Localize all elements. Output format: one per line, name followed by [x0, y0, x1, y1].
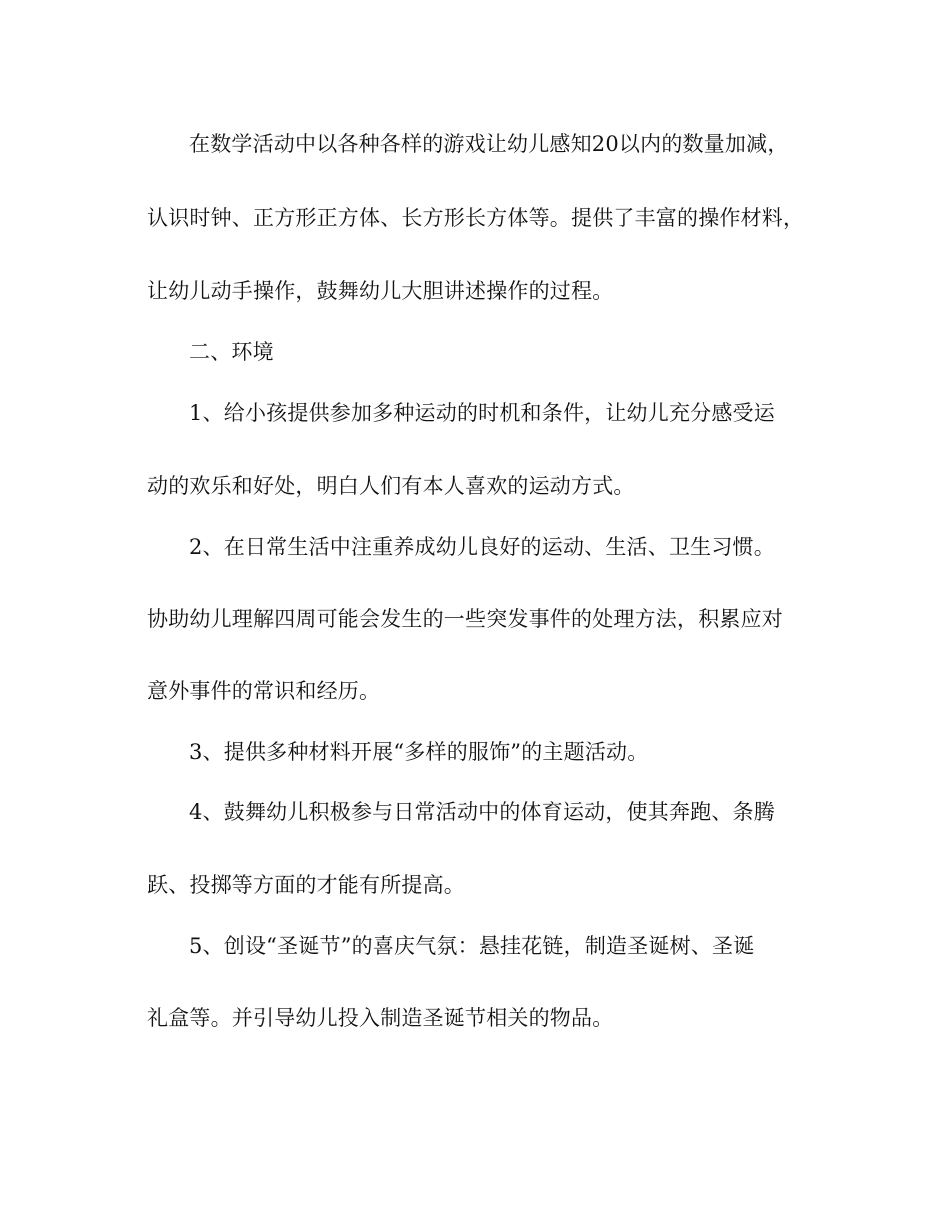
paragraph-line: 2、在日常生活中注重养成幼儿良好的运动、生活、卫生习惯。: [189, 535, 775, 559]
paragraph-line: 3、提供多种材料开展“多样的服饰”的主题活动。: [189, 740, 649, 764]
paragraph-line: 跃、投掷等方面的才能有所提高。: [147, 873, 465, 897]
paragraph-line: 意外事件的常识和经历。: [147, 679, 381, 703]
paragraph-line: 4、鼓舞幼儿积极参与日常活动中的体育运动，使其奔跑、条腾: [189, 800, 775, 824]
paragraph-line: 动的欢乐和好处，明白人们有本人喜欢的运动方式。: [147, 474, 635, 498]
paragraph-line: 5、创设“圣诞节”的喜庆气氛：悬挂花链，制造圣诞树、圣诞: [189, 934, 755, 958]
paragraph-line: 礼盒等。并引导幼儿投入制造圣诞节相关的物品。: [147, 1006, 614, 1030]
paragraph-line: 让幼儿动手操作，鼓舞幼儿大胆讲述操作的过程。: [147, 279, 614, 303]
paragraph-line: 在数学活动中以各种各样的游戏让幼儿感知20以内的数量加减，: [189, 132, 789, 156]
paragraph-line: 协助幼儿理解四周可能会发生的一些突发事件的处理方法，积累应对: [147, 607, 783, 631]
paragraph-line: 1、给小孩提供参加多种运动的时机和条件，让幼儿充分感受运: [189, 401, 775, 425]
section-heading: 二、环境: [189, 340, 274, 364]
paragraph-line: 认识时钟、正方形正方体、长方形长方体等。提供了丰富的操作材料，: [147, 206, 805, 230]
